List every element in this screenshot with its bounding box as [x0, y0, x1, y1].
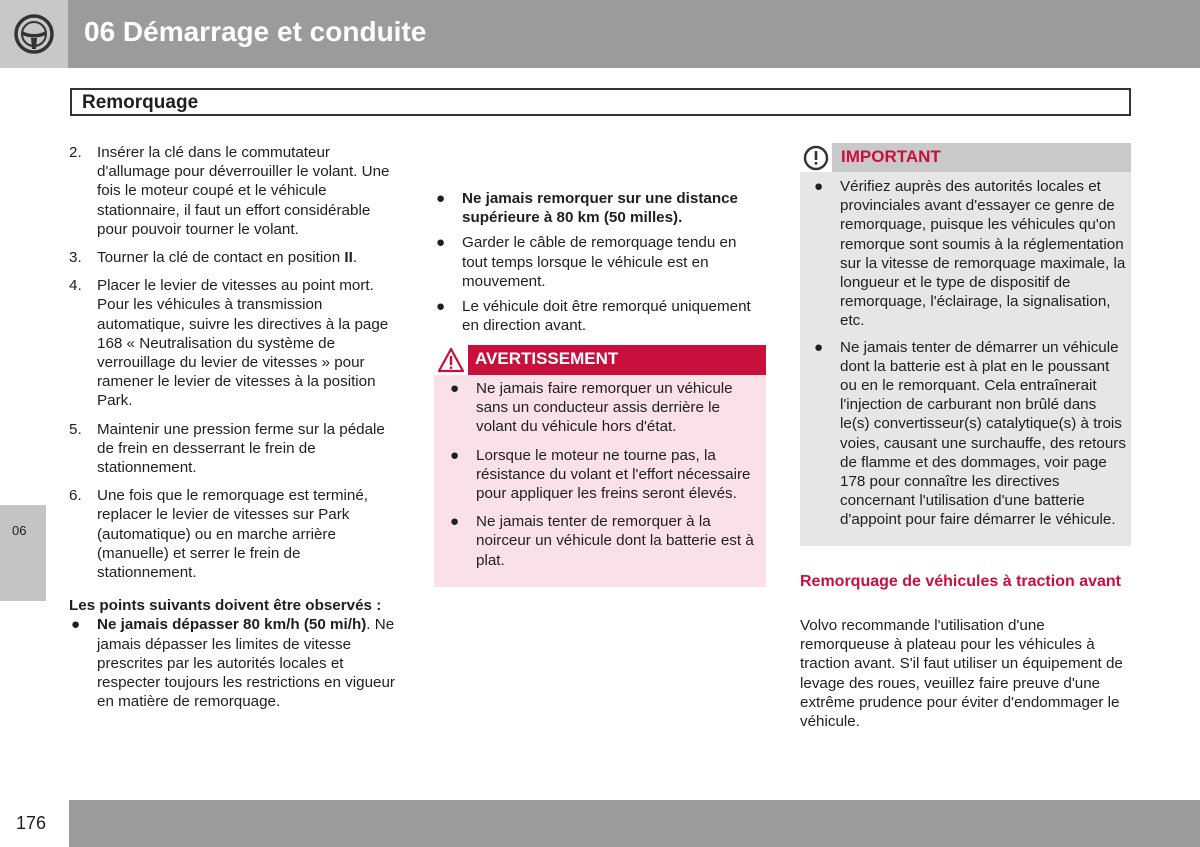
step-item — [69, 420, 399, 478]
step-text: Insérer la clé dans le commutateur d'allumage pour déverrouiller le volant. Une fois le moteur coupé et le véhicule stationnaire, il faut un effort considérable pour pouvoir tourner le volant. — [97, 144, 390, 238]
bullet-text: Ne jamais remorquer sur une distance supérieure à 80 km (50 milles). — [462, 190, 739, 227]
important-box — [800, 143, 1131, 546]
bullet-text: Ne jamais tenter de remorquer à la noirceur un véhicule dont la batterie est à plat. — [476, 513, 754, 569]
step-text-part: Tourner la clé de contact en position — [97, 249, 345, 267]
bullet-text: Lorsque le moteur ne tourne pas, la résistance du volant et l'effort nécessaire pour appliquer les freins seront élevés. — [476, 446, 751, 503]
bullet-text: Ne jamais faire remorquer un véhicule sans un conducteur assis derrière le volant du véhicule hors d'état. — [476, 380, 733, 436]
bullet-icon: ● — [450, 513, 460, 531]
important-header — [800, 143, 1131, 172]
list-item — [448, 379, 758, 437]
warning-header — [434, 345, 766, 375]
step-number: 5. — [69, 420, 82, 438]
warning-triangle-icon — [438, 347, 464, 373]
bullet-icon: ● — [71, 616, 81, 634]
important-title: IMPORTANT — [841, 147, 941, 166]
bullet-icon: ● — [814, 178, 824, 195]
step-text — [97, 248, 399, 267]
warning-title: AVERTISSEMENT — [475, 349, 619, 368]
bullet-text: Garder le câble de remorquage tendu en tout temps lorsque le véhicule est en mouvement. — [462, 234, 737, 290]
warning-box — [434, 345, 766, 587]
warning-icon-box — [434, 345, 468, 375]
steering-wheel-icon — [13, 13, 55, 55]
step-number: 4. — [69, 277, 82, 295]
warning-body — [448, 379, 758, 579]
chapter-icon-box — [0, 0, 68, 68]
important-icon-box — [800, 143, 832, 172]
bullet-text: Le véhicule doit être remorqué uniquement en direction avant. — [462, 298, 751, 335]
bullet-body-text: Ne jamais dépasser les limites de vitesse prescrites par les autorités locales et respecter toujours les restrictions en vigueur en matière de remorquage. — [97, 616, 395, 711]
list-item — [448, 512, 758, 570]
step-item — [69, 486, 399, 582]
bullet-icon: ● — [436, 234, 446, 252]
list-item — [812, 177, 1126, 331]
step-text: Une fois que le remorquage est terminé, replacer le levier de vitesses sur Park (automatique) ou en marche arrière (manuelle) et serrer le frein de stationnement. — [97, 487, 368, 582]
step-item — [69, 248, 399, 267]
step-number: 2. — [69, 144, 82, 161]
step-item — [69, 143, 399, 239]
section-header — [70, 88, 1131, 116]
subsection-heading: Remorquage de véhicules à traction avant — [800, 573, 1121, 590]
bullet-icon: ● — [436, 298, 446, 316]
important-body — [812, 177, 1126, 537]
step-number: 6. — [69, 487, 82, 505]
list-item — [448, 446, 758, 504]
bullet-period: . — [366, 616, 371, 634]
step-item — [69, 276, 399, 410]
list-item — [434, 297, 764, 335]
step-text: Placer le levier de vitesses au point mort. Pour les véhicules à transmission automatique, suivre les directives à la page 168 « Neutralisation du système de verrouillage du levier de vitesses » pour ramener le levier de vitesses à la position Park. — [97, 277, 389, 410]
list-item — [434, 189, 764, 227]
bullet-icon: ● — [436, 190, 446, 207]
bullet-text — [97, 615, 399, 711]
notes-heading: Les points suivants doivent être observés : — [69, 597, 382, 615]
list-item — [434, 233, 764, 291]
chapter-side-tab — [0, 505, 46, 601]
bullet-icon: ● — [450, 446, 460, 464]
bullet-text: Vérifiez auprès des autorités locales et provinciales avant d'essayer ce genre de remorquage, puisque les véhicules qu'on remorque sont soumis à la réglementation sur la vitesse de remorquage maximale, la longueur et le type de dispositif de remorquage, l'éclairage, la signalisation, etc. — [840, 178, 1126, 330]
exclamation-circle-icon — [803, 145, 829, 171]
column-1 — [69, 143, 399, 711]
bullet-icon: ● — [814, 338, 824, 356]
step-text: Maintenir une pression ferme sur la pédale de frein en desserrant le frein de stationnement. — [97, 420, 385, 477]
subsection-text: Volvo recommande l'utilisation d'une remorqueuse à plateau pour les véhicules à traction avant. S'il faut utiliser un équipement de levage des roues, veuillez faire preuve d'une extrême prudence pour éviter d'endommager le véhicule. — [800, 617, 1123, 731]
section-title: Remorquage — [82, 92, 199, 113]
bullet-text: Ne jamais tenter de démarrer un véhicule dont la batterie est à plat en le poussant ou en le remorquant. Cela entraînerait l'injection de carburant non brûlé dans le(s) convertisseur(s) catalytique(s) à trois voies, causant une surchauffe, des retours de flamme et des dommages, voir page 178 pour connaître les directives concernant l'utilisation d'une batterie d'appoint pour faire démarrer le véhicule. — [840, 338, 1126, 529]
bullet-bold-text: Ne jamais dépasser 80 km/h (50 mi/h) — [97, 616, 367, 634]
footer-bar — [69, 800, 1200, 847]
column-2 — [434, 143, 764, 341]
chapter-title: 06 Démarrage et conduite — [84, 16, 427, 47]
page-number: 176 — [16, 813, 47, 833]
list-item — [69, 615, 399, 711]
side-tab-label: 06 — [12, 523, 27, 538]
key-position-label: II — [344, 249, 353, 267]
bullet-icon: ● — [450, 380, 460, 397]
step-number: 3. — [69, 249, 82, 267]
list-item — [812, 338, 1126, 530]
step-text-part: . — [352, 249, 358, 267]
